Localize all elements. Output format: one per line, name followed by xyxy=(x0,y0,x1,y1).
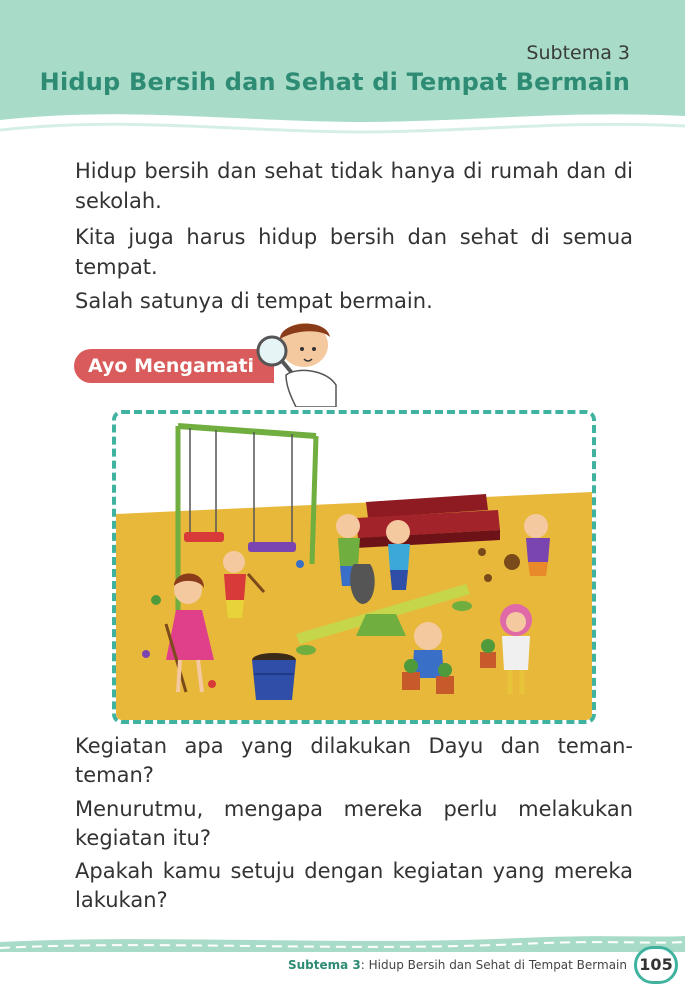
footer-subtema-text xyxy=(288,958,627,972)
red-benches xyxy=(356,494,500,548)
question-1: Kegiatan apa yang dilakukan Dayu dan teman-teman? xyxy=(75,734,633,787)
boy-with-magnifier-icon xyxy=(256,315,346,407)
subtema-label: Subtema 3 xyxy=(526,42,630,64)
trash-bin xyxy=(252,653,296,700)
playground-scene xyxy=(116,414,592,720)
question-3: Apakah kamu setuju dengan kegiatan yang mereka lakukan? xyxy=(75,859,633,912)
question-2: Menurutmu, mengapa mereka perlu melakukan kegiatan itu? xyxy=(75,797,633,850)
playground-illustration xyxy=(112,410,596,724)
page-number: 105 xyxy=(634,946,678,984)
footer-subtema-label: Subtema 3 xyxy=(287,958,361,972)
intro-paragraph-1: Hidup bersih dan sehat tidak hanya di rumah dan di sekolah. xyxy=(75,159,633,213)
page-title: Hidup Bersih dan Sehat di Tempat Bermain xyxy=(39,68,630,96)
footer-subtema-title: : Hidup Bersih dan Sehat di Tempat Bermain xyxy=(360,958,627,972)
intro-paragraph-3: Salah satunya di tempat bermain. xyxy=(75,289,433,313)
section-label-ayo-mengamati: Ayo Mengamati xyxy=(74,349,274,383)
page-header xyxy=(0,0,685,150)
intro-paragraph-2: Kita juga harus hidup bersih dan sehat di semua tempat. xyxy=(75,225,633,279)
